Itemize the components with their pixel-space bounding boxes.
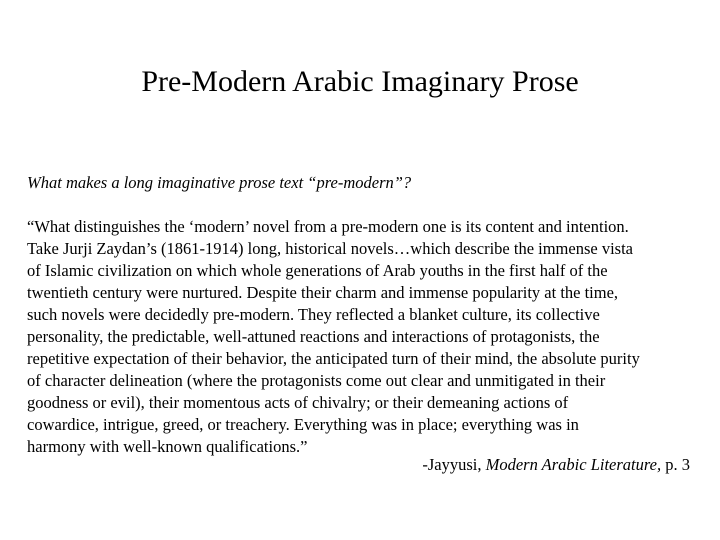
quote-line: harmony with well-known qualifications.” [27, 437, 308, 456]
quote-line: “What distinguishes the ‘modern’ novel from a pre-modern one is its content and intention. [27, 217, 629, 236]
quote-block [27, 216, 699, 458]
quote-line: repetitive expectation of their behavior, the anticipated turn of their mind, the absolute purity [27, 349, 640, 368]
quote-line: cowardice, intrigue, greed, or treachery. Everything was in place; everything was in [27, 415, 579, 434]
quote-line: goodness or evil), their momentous acts of chivalry; or their demeaning actions of [27, 393, 569, 412]
quote-line: personality, the predictable, well-attuned reactions and interactions of protagonists, the [27, 327, 600, 346]
quote-line: Take Jurji Zaydan’s (1861-1914) long, historical novels…which describe the immense vista [27, 239, 633, 258]
question-text: What makes a long imaginative prose text “pre-modern”? [27, 173, 412, 192]
citation-author: -Jayyusi, [422, 455, 482, 474]
citation-work: Modern Arabic Literature, [485, 455, 662, 474]
quote-line: of Islamic civilization on which whole generations of Arab youths in the first half of the [27, 261, 608, 280]
slide-title: Pre-Modern Arabic Imaginary Prose [141, 65, 579, 98]
quote-line: such novels were decidedly pre-modern. They reflected a blanket culture, its collective [27, 305, 600, 324]
quote-line: of character delineation (where the protagonists come out clear and unmitigated in their [27, 371, 606, 390]
citation-page: p. 3 [665, 455, 690, 474]
quote-line: twentieth century were nurtured. Despite their charm and immense popularity at the time, [27, 283, 619, 302]
citation [27, 454, 690, 476]
